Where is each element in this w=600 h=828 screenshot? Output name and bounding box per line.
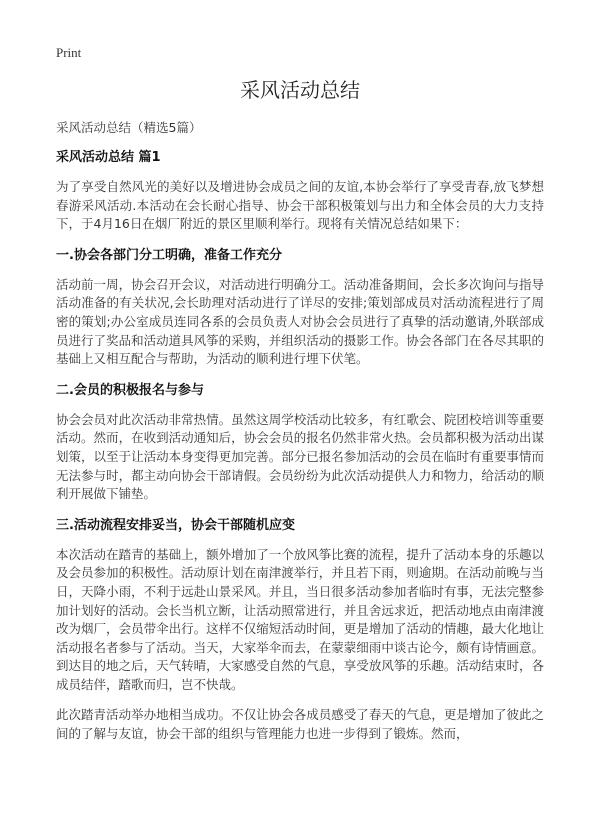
document-subtitle: 采风活动总结（精选5篇） (56, 120, 202, 135)
print-label[interactable]: Print (56, 45, 82, 60)
intro-paragraph: 为了享受自然风光的美好以及增进协会成员之间的友谊,本协会举行了享受青春,放飞梦想春游采风活动.本活动在会长耐心指导、协会干部积极策划与出力和全体会员的大力支持下，于4月16日在烟厂附近的景区里顺利举行。现将有关情况总结如果下： (56, 179, 544, 232)
section-body-1: 活动前一周，协会召开会议，对活动进行明确分工。活动准备期间，会长多次询问与指导活动准备的有关状况,会长助理对活动进行了详尽的安排;策划部成员对活动流程进行了周密的策划;办公室成员连同各系的会员负责人对协会会员进行了真挚的活动邀请,外联部成员进行了奖品和活动道具风筝的采购，并组织活动的摄影工作。协会各部门在各尽其职的基础上又相互配合与帮助，为活动的顺利进行埋下伏笔。 (56, 276, 544, 367)
section-body-2: 协会会员对此次活动非常热情。虽然这周学校活动比较多，有红歌会、院团校培训等重要活动。然而，在收到活动通知后，协会会员的报名仍然非常火热。会员都积极为活动出谋划策，以至于让活动本身变得更加完善。部分已报名参加活动的会员在临时有重要事情而无法参与时，都主动向协会干部请假。会员纷纷为此次活动提供人力和物力，给活动的顺利开展做下铺垫。 (56, 411, 544, 502)
article-heading: 采风活动总结 篇1 (56, 150, 161, 165)
section-body-3: 本次活动在踏青的基础上，额外增加了一个放风筝比赛的流程，提升了活动本身的乐趣以及会员参加的积极性。活动原计划在南津渡举行，并且若下雨，则逾期。在活动前晚与当日，天降小雨，不利于远赴山景采风。并且，当日很多活动参加者临时有事，无法完整参加计划好的活动。会长当机立断，让活动照常进行，并且舍远求近，把活动地点由南津渡改为烟厂，会员带伞出行。这样不仅缩短活动时间，更是增加了活动的情趣，最大化地让活动报名者参与了活动。当天，大家举伞而去，在蒙蒙细雨中谈古论今，颇有诗情画意。到达目的地之后，天气转晴，大家感受自然的气息，享受放风筝的乐趣。活动结束时，各成员结伴，踏歌而归，岂不快哉。 (56, 546, 544, 692)
document-content (56, 118, 544, 744)
section-heading-2: 二.会员的积极报名与参与 (56, 382, 204, 398)
closing-paragraph: 此次踏青活动举办地相当成功。不仅让协会各成员感受了春天的气息，更是增加了彼此之间的了解与友谊，协会干部的组织与管理能力也进一步得到了锻炼。然而， (56, 707, 544, 742)
page-title: 采风活动总结 (240, 78, 360, 102)
section-heading-1: 一.协会各部门分工明确，准备工作充分 (56, 247, 282, 263)
section-heading-3: 三.活动流程安排妥当，协会干部随机应变 (56, 517, 295, 533)
